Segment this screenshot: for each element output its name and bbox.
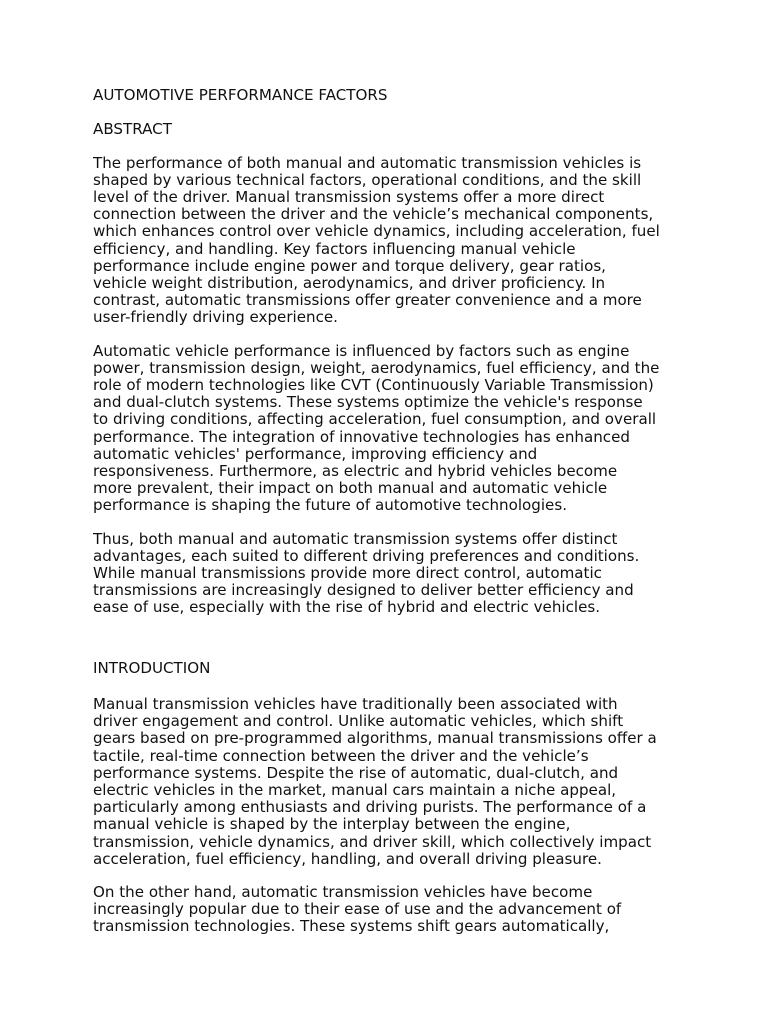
text-line: ease of use, especially with the rise of hybrid and electric vehicles. (93, 598, 601, 617)
text-line: While manual transmissions provide more direct control, automatic (93, 563, 602, 582)
text-line: particularly among enthusiasts and driving purists. The performance of a (93, 798, 647, 817)
text-line: responsiveness. Furthermore, as electric and hybrid vehicles become (93, 461, 618, 480)
text-line: automatic vehicles' performance, improving efficiency and (93, 444, 538, 463)
text-line: driver engagement and control. Unlike automatic vehicles, which shift (93, 712, 624, 731)
text-line: user-friendly driving experience. (93, 308, 338, 327)
text-line: transmission, vehicle dynamics, and driver skill, which collectively impact (93, 832, 652, 851)
introduction-heading: INTRODUCTION (93, 659, 211, 677)
text-line: and dual-clutch systems. These systems optimize the vehicle's response (93, 393, 643, 412)
text-line: tactile, real-time connection between the driver and the vehicle’s (93, 746, 589, 765)
text-line: performance. The integration of innovative technologies has enhanced (93, 427, 630, 446)
text-line: more prevalent, their impact on both manual and automatic vehicle (93, 479, 608, 498)
text-line: power, transmission design, weight, aerodynamics, fuel efficiency, and the (93, 358, 660, 377)
text-line: vehicle weight distribution, aerodynamics, and driver proficiency. In (93, 273, 606, 292)
text-line: acceleration, fuel efficiency, handling, and overall driving pleasure. (93, 849, 602, 868)
text-line: increasingly popular due to their ease of use and the advancement of (93, 899, 622, 918)
text-line: role of modern technologies like CVT (Continuously Variable Transmission) (93, 375, 654, 394)
text-line: performance systems. Despite the rise of automatic, dual-clutch, and (93, 763, 619, 782)
document-title: AUTOMOTIVE PERFORMANCE FACTORS (93, 86, 388, 104)
text-line: Automatic vehicle performance is influenced by factors such as engine (93, 341, 630, 360)
text-line: which enhances control over vehicle dynamics, including acceleration, fuel (93, 222, 660, 241)
text-line: The performance of both manual and automatic transmission vehicles is (93, 153, 642, 172)
text-line: manual vehicle is shaped by the interplay between the engine, (93, 815, 571, 834)
text-line: gears based on pre-programmed algorithms, manual transmissions offer a (93, 729, 657, 748)
text-line: level of the driver. Manual transmission systems offer a more direct (93, 187, 605, 206)
text-line: advantages, each suited to different driving preferences and conditions. (93, 546, 640, 565)
text-line: Thus, both manual and automatic transmission systems offer distinct (93, 529, 618, 548)
text-line: transmission technologies. These systems shift gears automatically, (93, 916, 610, 935)
text-line: On the other hand, automatic transmission vehicles have become (93, 882, 593, 901)
abstract-heading: ABSTRACT (93, 120, 172, 138)
text-line: to driving conditions, affecting acceleration, fuel consumption, and overall (93, 410, 657, 429)
text-line: performance is shaping the future of automotive technologies. (93, 496, 568, 515)
text-line: efficiency, and handling. Key factors influencing manual vehicle (93, 239, 576, 258)
text-line: electric vehicles in the market, manual cars maintain a niche appeal, (93, 781, 617, 799)
text-line: transmissions are increasingly designed to deliver better efficiency and (93, 581, 634, 600)
text-line: contrast, automatic transmissions offer greater convenience and a more (93, 291, 642, 310)
text-line: shaped by various technical factors, operational conditions, and the skill (93, 170, 642, 189)
text-line: connection between the driver and the vehicle’s mechanical components, (93, 205, 654, 224)
text-line: performance include engine power and torque delivery, gear ratios, (93, 256, 606, 275)
text-line: Manual transmission vehicles have traditionally been associated with (93, 695, 618, 713)
